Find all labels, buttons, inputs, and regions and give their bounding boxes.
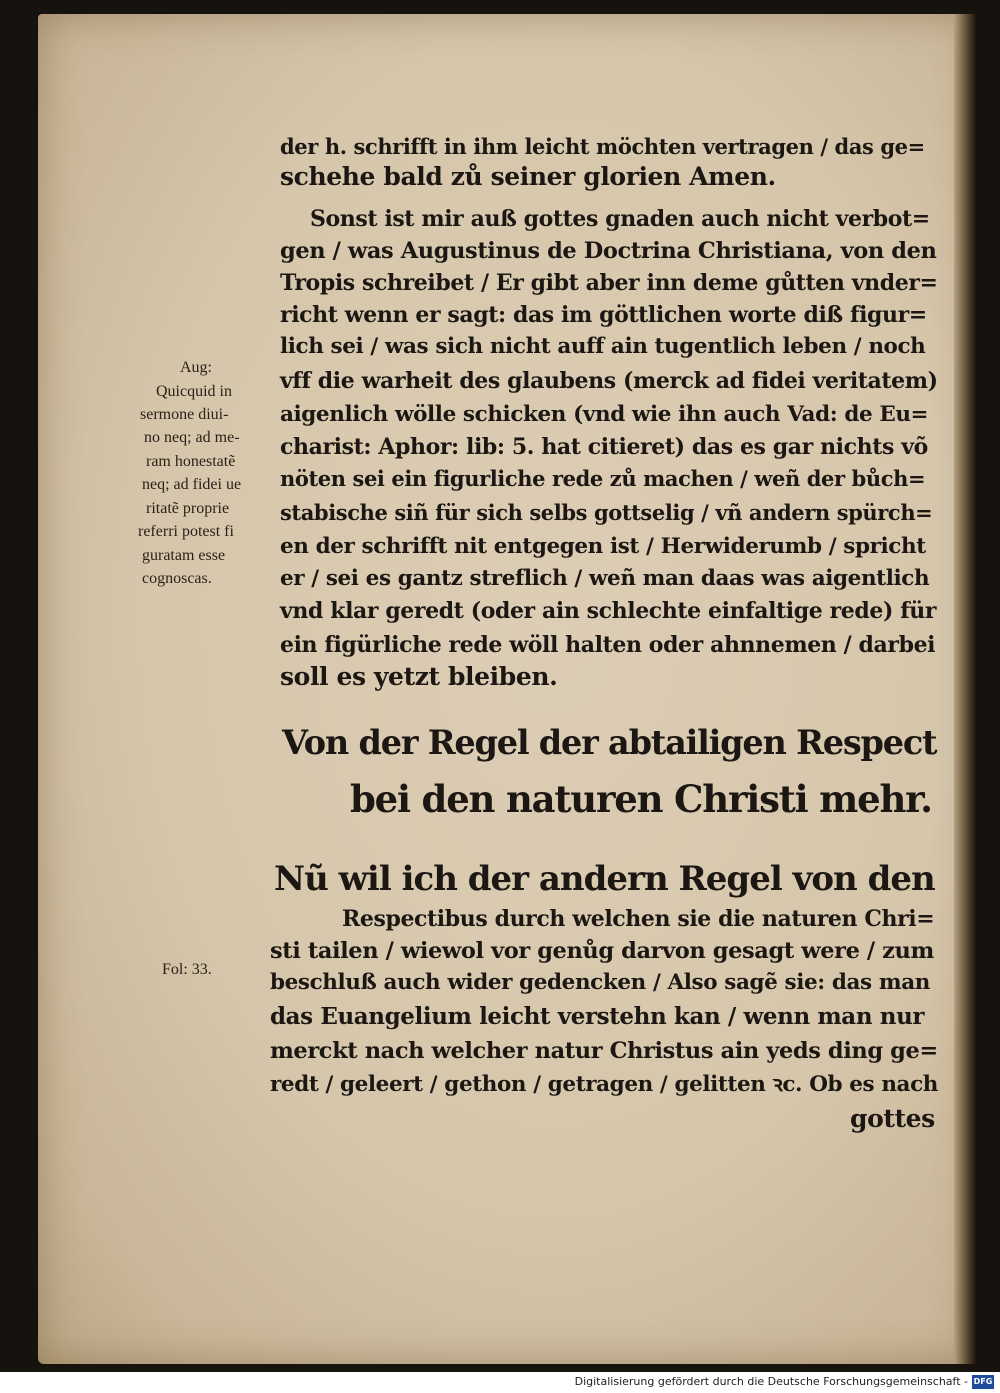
initial-line: Nũ wil ich der andern Regel von den [274, 859, 935, 899]
book-page [38, 14, 976, 1364]
body-line: Respectibus durch welchen sie die naturen Chri= [342, 906, 935, 932]
footer-text: Digitalisierung gefördert durch die Deutsche Forschungsgemeinschaft - [574, 1375, 968, 1388]
footer-bar [0, 1372, 1000, 1393]
margin-line: Quicquid in [156, 383, 232, 400]
body-line: das Euangelium leicht verstehn kan / wenn man nur [270, 1003, 925, 1030]
body-line: redt / geleert / gethon / getragen / gelitten ꝛc. Ob es nach [270, 1072, 939, 1097]
heading-line: bei den naturen Christi mehr. [350, 777, 932, 821]
catchword: gottes [850, 1104, 935, 1133]
margin-line: ritatẽ proprie [146, 500, 230, 517]
body-line: stabische siñ für sich selbs gottselig / vñ andern spürch= [280, 500, 933, 525]
body-line: gen / was Augustinus de Doctrina Christiana, von den [280, 238, 937, 264]
margin-line: neq; ad fidei ue [142, 476, 242, 493]
body-line: der h. schrifft in ihm leicht möchten vertragen / das ge= [280, 134, 925, 159]
body-line: vnd klar geredt (oder ain schlechte einfaltige rede) für [280, 598, 937, 624]
body-line: aigenlich wölle schicken (vnd wie ihn auch Vad: de Eu= [280, 402, 929, 427]
dfg-logo-icon: DFG [972, 1375, 994, 1389]
margin-line: guratam esse [142, 547, 226, 564]
body-line: soll es yetzt bleiben. [280, 662, 558, 691]
heading-line: Von der Regel der abtailigen Respect [282, 723, 937, 762]
page-gutter [954, 14, 976, 1364]
body-line: er / sei es gantz streflich / weñ man daas was aigentlich [280, 566, 930, 591]
marginal-note-folio: Fol: 33. [162, 961, 212, 978]
body-line: en der schrifft nit entgegen ist / Herwiderumb / spricht [280, 534, 926, 559]
body-line: beschluß auch wider gedencken / Also sagẽ sie: das man [270, 970, 930, 995]
margin-line: ram honestatẽ [146, 453, 236, 470]
margin-line: no neq; ad me- [144, 429, 240, 446]
body-line: schehe bald zů seiner glorien Amen. [280, 162, 776, 191]
body-line: vff die warheit des glaubens (merck ad fidei veritatem) [280, 368, 938, 394]
body-line: lich sei / was sich nicht auff ain tugentlich leben / noch [280, 334, 926, 359]
body-line: Tropis schreibet / Er gibt aber inn deme gůtten vnder= [280, 270, 938, 296]
body-line: richt wenn er sagt: das im göttlichen worte diß figur= [280, 302, 927, 328]
body-line: merckt nach welcher natur Christus ain yeds ding ge= [270, 1038, 938, 1064]
margin-line: sermone diui- [140, 406, 229, 423]
body-line: Sonst ist mir auß gottes gnaden auch nicht verbot= [310, 206, 930, 232]
body-line: ein figürliche rede wöll halten oder ahnnemen / darbei [280, 632, 936, 658]
body-line: charist: Aphor: lib: 5. hat citieret) das es gar nichts võ [280, 434, 928, 460]
body-line: sti tailen / wiewol vor genůg darvon gesagt were / zum [270, 938, 934, 964]
body-line: nöten sei ein figurliche rede zů machen / weñ der bůch= [280, 466, 926, 491]
margin-line: cognoscas. [142, 570, 212, 587]
margin-line: referri potest fi [138, 523, 234, 540]
margin-line: Aug: [180, 359, 212, 376]
